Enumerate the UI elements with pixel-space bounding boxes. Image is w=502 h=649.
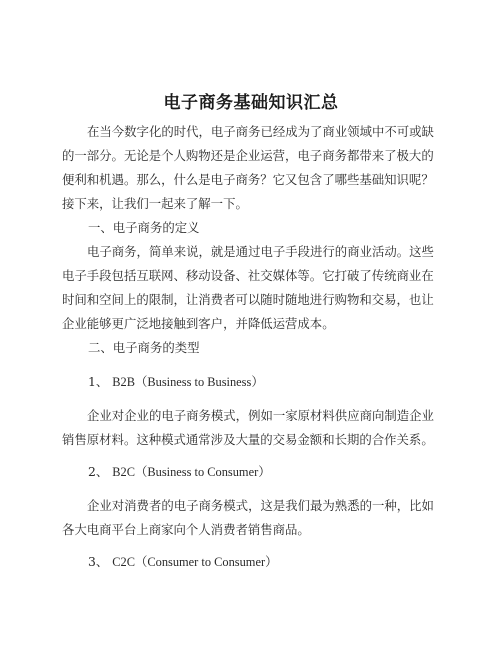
type-fullname: （Business to Business）	[134, 375, 264, 389]
section-types-heading: 二、电子商务的类型	[88, 340, 200, 355]
section-definition-body: 电子商务，简单来说，就是通过电子手段进行的商业活动。这些电子手段包括互联网、移动设备、社交媒体等。它打破了传统商业在时间和空间上的限制，让消费者可以随时随地进行购物和交易，也让企业能够更广泛地接触到客户，并降低运营成本。	[62, 244, 434, 331]
type-c2c-heading	[88, 550, 277, 574]
type-b2c-heading	[88, 460, 271, 484]
type-code: C2C	[112, 555, 135, 569]
type-number: 3、	[88, 554, 109, 569]
type-number: 2、	[88, 464, 109, 479]
type-code: B2B	[112, 375, 135, 389]
type-code: B2C	[112, 465, 135, 479]
type-fullname: （Consumer to Consumer）	[134, 555, 278, 569]
document-title: 电子商务基础知识汇总	[163, 93, 339, 113]
type-fullname: （Business to Consumer）	[134, 465, 271, 479]
type-b2c-description: 企业对消费者的电子商务模式，这是我们最为熟悉的一种，比如各大电商平台上商家向个人消费者销售商品。	[62, 498, 434, 537]
type-number: 1、	[88, 374, 109, 389]
type-b2b-description: 企业对企业的电子商务模式，例如一家原材料供应商向制造企业销售原材料。这种模式通常涉及大量的交易金额和长期的合作关系。	[62, 408, 434, 447]
intro-paragraph: 在当今数字化的时代，电子商务已经成为了商业领域中不可或缺的一部分。无论是个人购物还是企业运营，电子商务都带来了极大的便利和机遇。那么，什么是电子商务？它又包含了哪些基础知识呢？接下来，让我们一起来了解一下。	[62, 124, 434, 211]
type-b2b-heading	[88, 370, 264, 394]
section-definition-heading: 一、电子商务的定义	[88, 220, 200, 235]
